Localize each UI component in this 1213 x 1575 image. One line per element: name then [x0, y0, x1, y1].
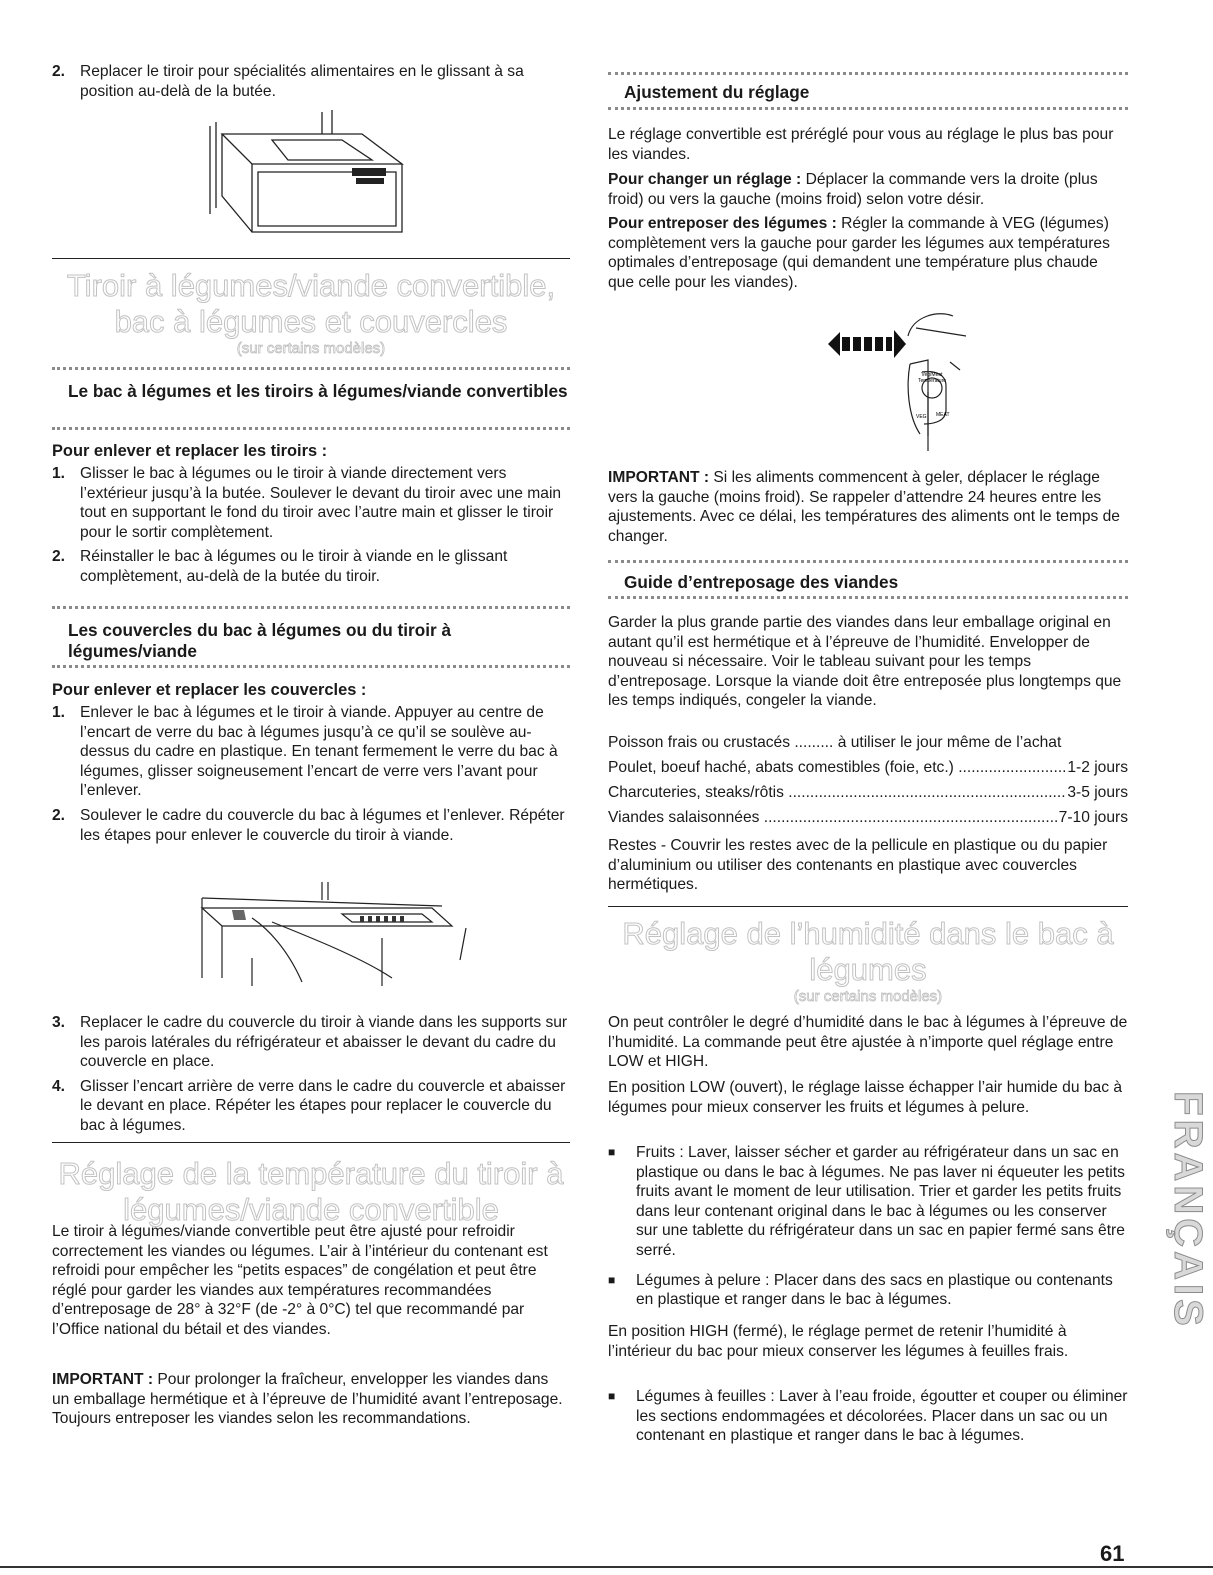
high-setting-bullets: [608, 1387, 1128, 1446]
dotted-divider: [52, 606, 570, 609]
list-item: 2. Soulever le cadre du couvercle du bac à légumes et l’enlever. Répéter les étapes pour enlever le couvercle du tiroir à viande.: [52, 806, 565, 844]
dotted-divider: [608, 107, 1128, 110]
section-rule: [52, 1142, 570, 1143]
list-item: ■ Légumes à feuilles : Laver à l’eau froide, égoutter et couper ou éliminer les sections endommagées et décolorées. Placer dans un sac ou un contenant en plastique et ranger dans le bac à légumes.: [608, 1388, 1128, 1445]
adjust-paragraph: Le réglage convertible est préréglé pour vous au réglage le plus bas pour les viandes.: [608, 126, 1114, 163]
banner-note: (sur certains modèles): [793, 988, 943, 1005]
cover-steps-3-4: [52, 1013, 570, 1136]
banner-note: (sur certains modèles): [236, 340, 386, 357]
table-row: Poulet, boeuf haché, abats comestibles (foie, etc.) ..... 1-2 jours: [608, 755, 1128, 780]
subhead-meat-guide: Guide d’entreposage des viandes: [624, 572, 899, 592]
list-item: 2. Réinstaller le bac à légumes ou le tiroir à viande en le glissant complètement, au-delà de la butée du tiroir.: [52, 548, 508, 585]
cover-steps-1-2: [52, 703, 570, 845]
dotted-divider: [608, 596, 1128, 599]
left-column: [52, 0, 570, 1428]
dial-label-top: Veg/Meat: [921, 372, 943, 378]
list-item: 4. Glisser l’encart arrière de verre dans le cadre du couvercle et abaisser le devant en place. Répéter les étapes pour replacer le couvercle du bac à légumes.: [52, 1077, 566, 1134]
section-banner-drawers: Tiroir à légumes/viande convertible, bac à légumes et couvercles: [66, 268, 556, 339]
footer-rule: [0, 1566, 1213, 1568]
temperature-control-illustration: [828, 306, 968, 451]
language-side-tab: FRANÇAIS: [1165, 1090, 1210, 1330]
special-drawer-illustration: [192, 104, 422, 254]
important-note-left: IMPORTANT : Pour prolonger la fraîcheur, envelopper les viandes dans un emballage hermétique et à l’épreuve de l’humidité avant l’entreposage. Toujours entreposer les viandes selon les recommandations.: [52, 1371, 563, 1428]
leftovers-paragraph: Restes - Couvrir les restes avec de la pellicule en plastique ou du papier d’aluminium ou utiliser des contenants en plastique avec couvercles hermétiques.: [608, 837, 1108, 894]
dial-label-veg: VEG: [916, 414, 927, 420]
drawer-steps: [52, 464, 570, 587]
table-row: Poisson frais ou crustacés ......... à utiliser le jour même de l’achat: [608, 734, 1062, 751]
heading-remove-drawers: Pour enlever et replacer les tiroirs :: [52, 442, 328, 460]
section-rule: [608, 906, 1128, 907]
dotted-divider: [52, 665, 570, 668]
dial-label-mid: Temperature: [917, 378, 947, 384]
page-number: 61: [1100, 1541, 1125, 1566]
important-note-right: IMPORTANT : Si les aliments commencent à geler, déplacer le réglage vers la gauche (moins froid). Se rappeler d’attendre 24 heures entre les ajustements. Avec ce délai, les températures des aliments ont le temps de changer.: [608, 469, 1120, 545]
dotted-divider: [608, 560, 1128, 563]
list-item: ■ Légumes à pelure : Placer dans des sacs en plastique ou contenants en plastique et ranger dans le bac à légumes.: [608, 1271, 1113, 1309]
table-row: Charcuteries, steaks/rôtis ..... 3-5 jours: [608, 780, 1128, 805]
section-rule: [52, 258, 570, 259]
low-setting-bullets: [608, 1143, 1128, 1310]
meat-guide-paragraph: Garder la plus grande partie des viandes dans leur emballage original en autant qu’il est hermétique et à l’épreuve de l’humidité. Envelopper de nouveau si nécessaire. Voir le tableau suivant pour les temps d’entreposage. Lorsque la viande doit être entreposée plus longtemps que les temps indiqués, congeler la viande.: [608, 614, 1122, 710]
section-banner-humidity: Réglage de l’humidité dans le bac à légumes: [622, 916, 1114, 987]
dotted-divider: [52, 427, 570, 430]
step-replace-special-drawer: 2. Replacer le tiroir pour spécialités alimentaires en le glissant à sa position au-delà de la butée.: [52, 63, 524, 100]
dotted-divider: [608, 72, 1128, 75]
list-item: ■ Fruits : Laver, laisser sécher et garder au réfrigérateur dans un sac en plastique ou dans le bac à légumes. Ne pas laver ni équeuter les petits fruits avant le moment de leur utilisation. Trier et garder les petits fruits dans leur contenant original dans le bac à légumes ou les conserver sur une tablette du réfrigérateur dans un sac en papier fermé sans être serré.: [608, 1144, 1125, 1259]
temperature-paragraph: Le tiroir à légumes/viande convertible peut être ajusté pour refroidir correctement les viandes ou légumes. L’air à l’intérieur du contenant est refroidi pour empêcher les “petits espaces” de congélation et peut être réglé pour garder les viandes aux températures recommandées d’entreposage de 28° à 32°F (de -2° à 0°C) tel que recommandé par l’Office national du bétail et des viandes.: [52, 1223, 548, 1338]
crisper-cover-illustration: [192, 878, 482, 990]
leader-dots: .........: [790, 734, 838, 751]
list-item: 3. Replacer le cadre du couvercle du tiroir à viande dans les supports sur les parois latérales du réfrigérateur et abaisser le devant du cadre du couvercle en place.: [52, 1014, 568, 1071]
dial-label-meat: MEAT: [936, 412, 950, 418]
heading-remove-covers: Pour enlever et replacer les couvercles :: [52, 681, 367, 699]
list-item: 1. Glisser le bac à légumes ou le tiroir à viande directement vers l’extérieur jusqu’à la butée. Soulever le devant du tiroir avec une main tout en supportant le fond du tiroir avec l’autre main et glisser le tiroir pour le sortir complètement.: [52, 465, 562, 541]
dotted-divider: [52, 367, 570, 370]
humidity-paragraph-2: En position LOW (ouvert), le réglage laisse échapper l’air humide du bac à légumes pour mieux conserver les fruits et légumes à pelure.: [608, 1079, 1122, 1116]
section-banner-temperature: Réglage de la température du tiroir à légumes/viande convertible: [58, 1156, 564, 1227]
table-row: Viandes salaisonnées ..... 7-10 jours: [608, 805, 1128, 830]
store-vegetables-paragraph: Pour entreposer des légumes : Régler la commande à VEG (légumes) complètement vers la gauche pour garder les légumes aux températures optimales d’entreposage (qui demandent une température plus chaude que celle pour les viandes).: [608, 215, 1110, 291]
humidity-paragraph-1: On peut contrôler le degré d’humidité dans le bac à légumes à l’épreuve de l’humidité. La commande peut être ajustée à n’importe quel réglage entre LOW et HIGH.: [608, 1014, 1128, 1071]
subhead-crisper-covers: Les couvercles du bac à légumes ou du tiroir à légumes/viande: [68, 620, 452, 661]
humidity-paragraph-3: En position HIGH (fermé), le réglage permet de retenir l’humidité à l’intérieur du bac pour mieux conserver les légumes à feuilles frais.: [608, 1323, 1069, 1360]
change-setting-paragraph: Pour changer un réglage : Déplacer la commande vers la droite (plus froid) ou vers la gauche (moins froid) selon votre désir.: [608, 171, 1098, 208]
storage-table: [608, 730, 1128, 830]
subhead-crisper-drawers: Le bac à légumes et les tiroirs à légumes/viande convertibles: [68, 381, 568, 401]
subhead-adjust-setting: Ajustement du réglage: [624, 82, 810, 102]
list-item: 1. Enlever le bac à légumes et le tiroir à viande. Appuyer au centre de l’encart de verre du bac à légumes jusqu’à ce qu’il se soulève au-dessus du cadre en plastique. En tenant fermement le verre du bac à légumes, glisser soigneusement l’encart de verre vers l’avant pour l’enlever.: [52, 704, 558, 800]
